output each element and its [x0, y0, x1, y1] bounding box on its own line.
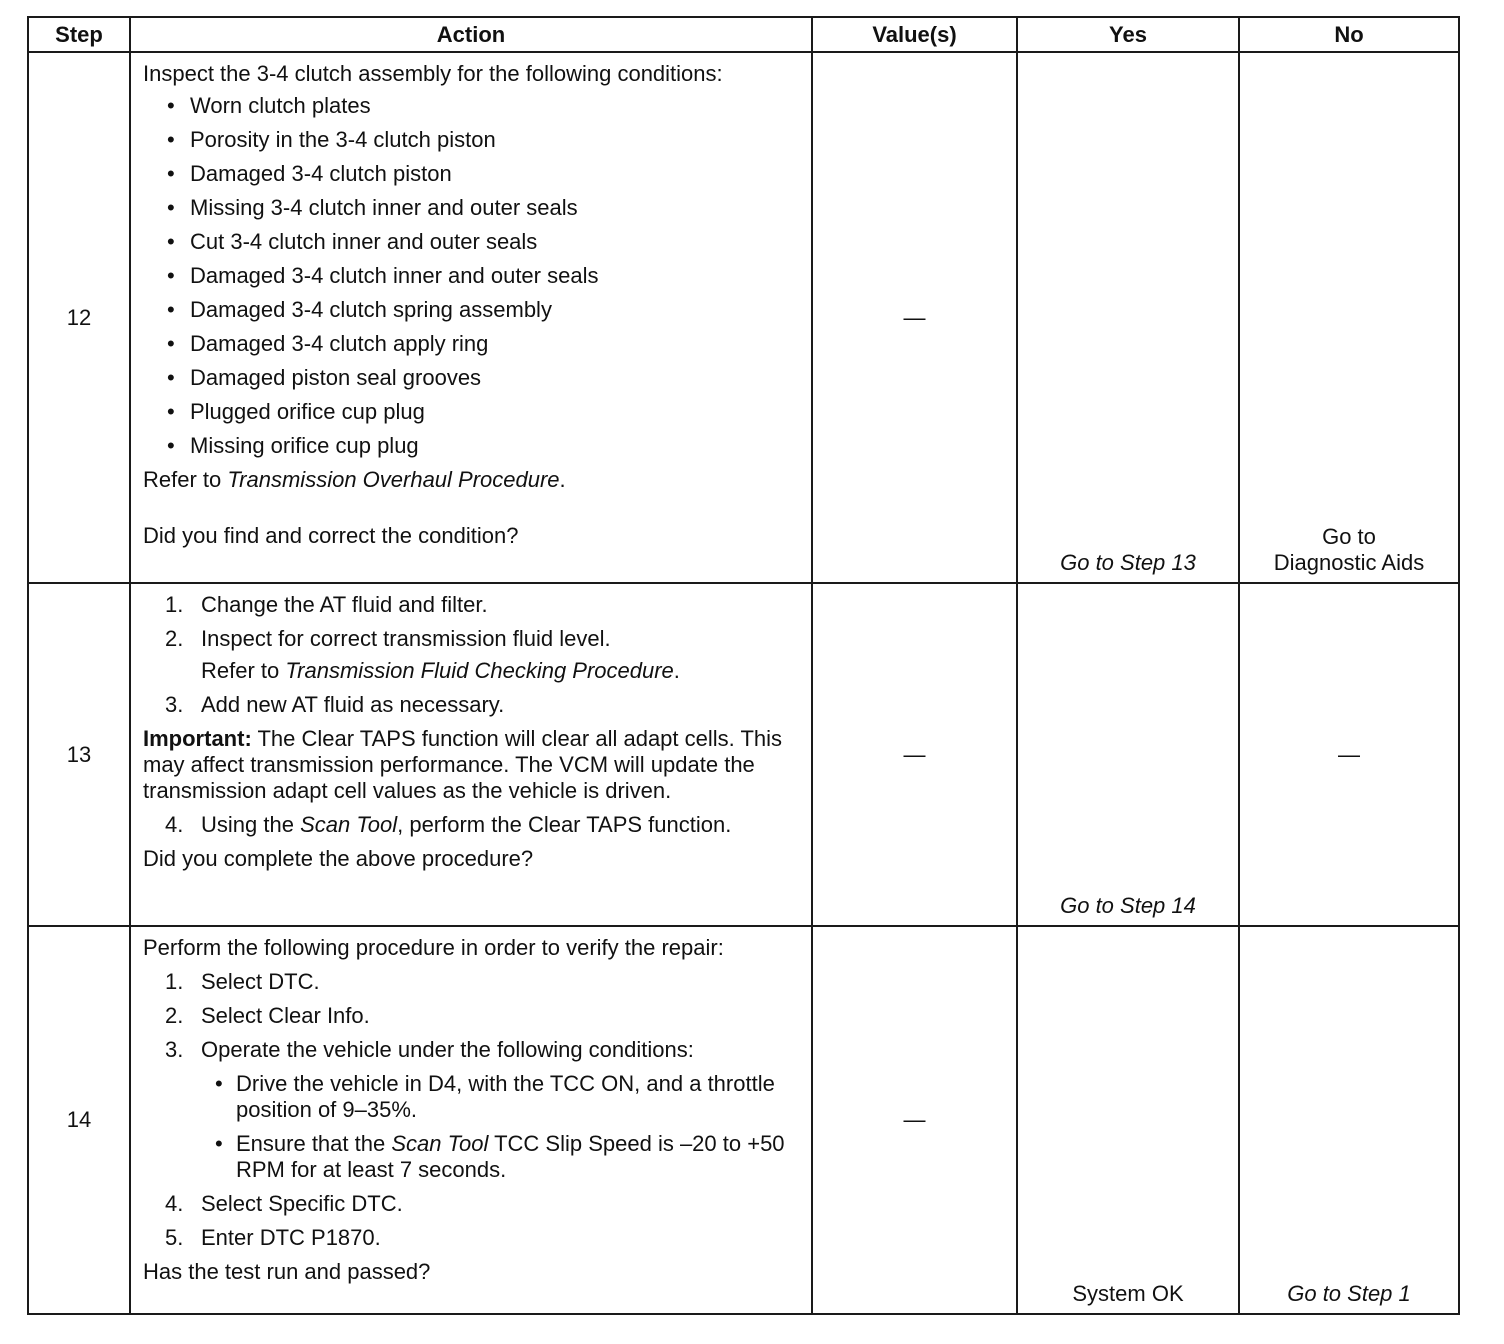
list-item-text: Select Specific DTC.	[201, 1191, 403, 1216]
list-item	[143, 969, 797, 995]
yes-cell	[1017, 52, 1239, 583]
list-item-text: Enter DTC P1870.	[201, 1225, 381, 1250]
no-action: Go to Step 1	[1287, 1281, 1411, 1306]
list-item-text: Ensure that the	[236, 1131, 392, 1156]
bullet-icon: •	[167, 195, 175, 220]
action-intro: Perform the following procedure in order to verify the repair:	[143, 935, 724, 960]
tool-reference: Scan Tool	[391, 1131, 489, 1156]
step-number: 14	[28, 926, 130, 1314]
empty-value: —	[1338, 741, 1360, 767]
bullet-icon: •	[215, 1071, 223, 1096]
no-cell	[1239, 583, 1459, 926]
bullet-icon: •	[167, 297, 175, 322]
list-item	[143, 812, 797, 838]
list-item-text: Porosity in the 3-4 clutch piston	[190, 127, 496, 152]
list-item	[143, 692, 797, 718]
procedure-list	[143, 592, 797, 718]
procedure-list-continued	[143, 812, 797, 838]
list-item	[143, 195, 797, 221]
question: Has the test run and passed?	[143, 1259, 431, 1284]
list-item	[143, 1003, 797, 1029]
list-item-text: Cut 3-4 clutch inner and outer seals	[190, 229, 538, 254]
step-row-13	[28, 583, 1459, 926]
empty-value: —	[903, 1107, 926, 1132]
list-item-text: Damaged 3-4 clutch spring assembly	[190, 297, 552, 322]
bullet-icon: •	[215, 1131, 223, 1156]
action-cell	[130, 926, 812, 1314]
list-item-text: Missing orifice cup plug	[190, 433, 419, 458]
step-row-12	[28, 52, 1459, 583]
item-number: 5.	[165, 1225, 184, 1250]
yes-cell	[1017, 583, 1239, 926]
list-item-text: Damaged 3-4 clutch inner and outer seals	[190, 263, 599, 288]
list-item	[143, 365, 797, 391]
refer-line	[143, 467, 797, 493]
condition-list	[143, 93, 797, 459]
item-number: 4.	[165, 812, 184, 837]
item-number: 2.	[165, 626, 184, 651]
no-action-line2: Diagnostic Aids	[1273, 550, 1425, 575]
no-cell	[1239, 926, 1459, 1314]
list-item-text: Select DTC.	[201, 969, 320, 994]
header-no: No	[1239, 17, 1459, 52]
yes-action: Go to Step 13	[1060, 550, 1196, 575]
list-item	[143, 626, 797, 684]
list-item	[143, 263, 797, 289]
sub-list-item	[201, 1071, 797, 1123]
list-item-text: Missing 3-4 clutch inner and outer seals	[190, 195, 578, 220]
condition-sublist	[201, 1071, 797, 1183]
list-item-text: Worn clutch plates	[190, 93, 371, 118]
item-number: 1.	[165, 969, 184, 994]
step-row-14	[28, 926, 1459, 1314]
list-item-text: Damaged piston seal grooves	[190, 365, 482, 390]
list-item	[143, 1225, 797, 1251]
header-action: Action	[130, 17, 812, 52]
bullet-icon: •	[167, 331, 175, 356]
list-item-text: Operate the vehicle under the following conditions:	[201, 1037, 694, 1062]
list-item	[143, 433, 797, 459]
important-label: Important:	[143, 726, 252, 751]
empty-value: —	[903, 741, 926, 767]
no-cell	[1239, 52, 1459, 583]
list-item	[143, 1191, 797, 1217]
header-row	[28, 17, 1459, 52]
question: Did you find and correct the condition?	[143, 523, 519, 548]
list-item-text: Using the	[201, 812, 301, 837]
question: Did you complete the above procedure?	[143, 846, 534, 871]
action-intro: Inspect the 3-4 clutch assembly for the following conditions:	[143, 61, 723, 86]
no-action-line1: Go to	[1322, 524, 1376, 549]
bullet-icon: •	[167, 229, 175, 254]
list-item	[143, 229, 797, 255]
value-cell	[812, 926, 1017, 1314]
procedure-reference: Transmission Fluid Checking Procedure	[285, 658, 674, 683]
list-item-text: Select Clear Info.	[201, 1003, 370, 1028]
yes-action: Go to Step 14	[1060, 893, 1196, 918]
action-cell	[130, 52, 812, 583]
header-values: Value(s)	[812, 17, 1017, 52]
diagnostic-table	[27, 16, 1460, 1315]
list-item-text: TCC Slip Speed is –20 to +50 RPM for at least 7 seconds.	[236, 1131, 785, 1182]
value-cell	[812, 52, 1017, 583]
item-number: 3.	[165, 1037, 184, 1062]
procedure-reference: Transmission Overhaul Procedure	[227, 467, 560, 492]
bullet-icon: •	[167, 399, 175, 424]
empty-value: —	[903, 304, 926, 330]
list-item	[143, 592, 797, 618]
bullet-icon: •	[167, 263, 175, 288]
refer-prefix: Refer to	[143, 467, 228, 492]
value-cell	[812, 583, 1017, 926]
list-item-text: Damaged 3-4 clutch apply ring	[190, 331, 489, 356]
list-item	[143, 127, 797, 153]
bullet-icon: •	[167, 93, 175, 118]
item-number: 1.	[165, 592, 184, 617]
tool-reference: Scan Tool	[300, 812, 398, 837]
list-item	[143, 399, 797, 425]
list-item-text: , perform the Clear TAPS function.	[397, 812, 732, 837]
item-number: 4.	[165, 1191, 184, 1216]
list-item	[143, 1037, 797, 1183]
item-number: 2.	[165, 1003, 184, 1028]
bullet-icon: •	[167, 127, 175, 152]
list-item-text: Drive the vehicle in D4, with the TCC ON, and a throttle position of 9–35%.	[236, 1071, 775, 1122]
refer-suffix: .	[673, 658, 680, 683]
important-note	[143, 726, 797, 804]
list-item-text: Add new AT fluid as necessary.	[201, 692, 505, 717]
list-item	[143, 297, 797, 323]
header-yes: Yes	[1017, 17, 1239, 52]
yes-action: System OK	[1072, 1281, 1184, 1306]
step-number: 12	[28, 52, 130, 583]
list-item	[143, 331, 797, 357]
list-item-text: Plugged orifice cup plug	[190, 399, 425, 424]
bullet-icon: •	[167, 433, 175, 458]
header-step: Step	[28, 17, 130, 52]
refer-suffix: .	[559, 467, 566, 492]
list-item	[143, 93, 797, 119]
action-cell	[130, 583, 812, 926]
yes-cell	[1017, 926, 1239, 1314]
important-text: The Clear TAPS function will clear all adapt cells. This may affect transmission performance. The VCM will update the transmission adapt cell values as the vehicle is driven.	[143, 726, 783, 803]
list-item-text: Change the AT fluid and filter.	[201, 592, 488, 617]
list-item-text: Damaged 3-4 clutch piston	[190, 161, 452, 186]
procedure-list	[143, 969, 797, 1251]
refer-line	[201, 658, 797, 684]
refer-prefix: Refer to	[201, 658, 286, 683]
bullet-icon: •	[167, 365, 175, 390]
list-item-text: Inspect for correct transmission fluid level.	[201, 626, 611, 651]
list-item	[143, 161, 797, 187]
step-number: 13	[28, 583, 130, 926]
item-number: 3.	[165, 692, 184, 717]
bullet-icon: •	[167, 161, 175, 186]
sub-list-item	[201, 1131, 797, 1183]
